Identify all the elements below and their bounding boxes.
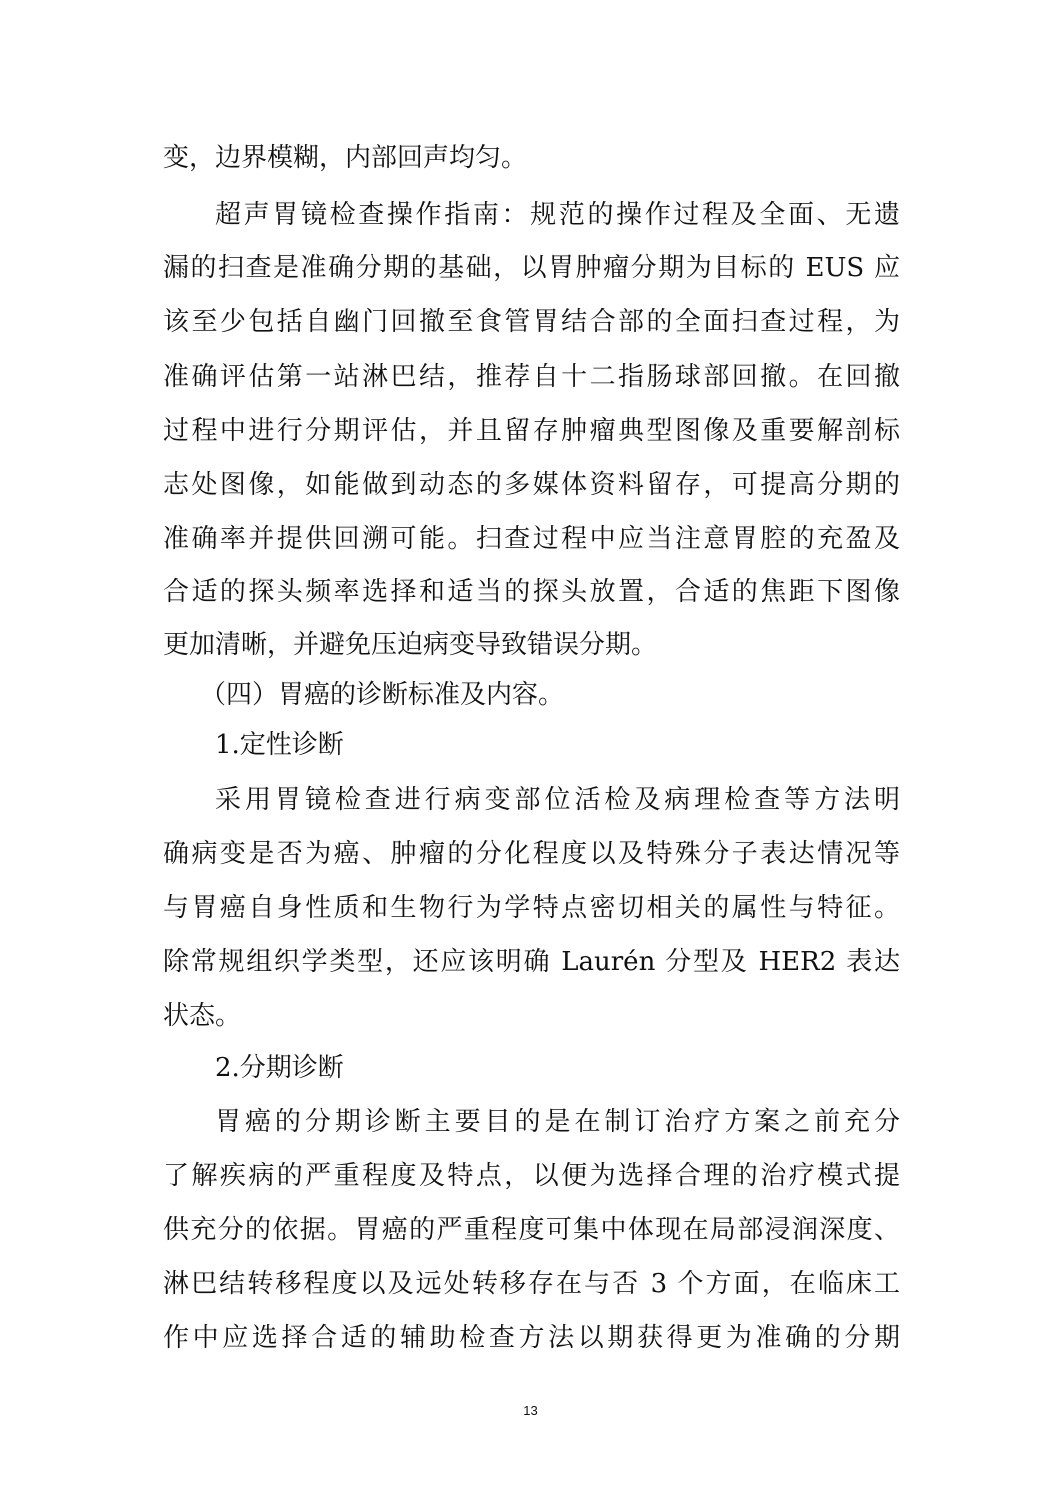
text-line: 超声胃镜检查操作指南：规范的操作过程及全面、无遗 [215,200,900,230]
text-line: 供充分的依据。胃癌的严重程度可集中体现在局部浸润深度、 [163,1215,900,1245]
text-line: 合适的探头频率选择和适当的探头放置，合适的焦距下图像 [163,577,900,607]
text-line: 过程中进行分期评估，并且留存肿瘤典型图像及重要解剖标 [163,416,900,446]
text-line: 胃癌的分期诊断主要目的是在制订治疗方案之前充分 [215,1107,900,1137]
text-line: 作中应选择合适的辅助检查方法以期获得更为准确的分期 [163,1323,900,1353]
text-line: 该至少包括自幽门回撤至食管胃结合部的全面扫查过程，为 [163,307,900,337]
subsection-heading: 1.定性诊断 [215,730,344,760]
section-heading: （四）胃癌的诊断标准及内容。 [200,680,565,710]
text-line: 志处图像，如能做到动态的多媒体资料留存，可提高分期的 [163,470,900,500]
text-line: 了解疾病的严重程度及特点，以便为选择合理的治疗模式提 [163,1161,900,1191]
text-line: 采用胃镜检查进行病变部位活检及病理检查等方法明 [215,785,900,815]
text-line: 准确率并提供回溯可能。扫查过程中应当注意胃腔的充盈及 [163,524,900,554]
text-line: 变，边界模糊，内部回声均匀。 [163,143,528,173]
subsection-heading: 2.分期诊断 [215,1053,344,1083]
page-number: 13 [523,1403,538,1418]
text-line: 除常规组织学类型，还应该明确 Laurén 分型及 HER2 表达 [163,947,900,977]
text-line: 与胃癌自身性质和生物行为学特点密切相关的属性与特征。 [163,893,900,923]
text-line: 淋巴结转移程度以及远处转移存在与否 3 个方面，在临床工 [163,1269,900,1299]
text-line: 准确评估第一站淋巴结，推荐自十二指肠球部回撤。在回撤 [163,362,900,392]
text-line: 漏的扫查是准确分期的基础，以胃肿瘤分期为目标的 EUS 应 [163,253,900,283]
text-line: 状态。 [163,1001,242,1031]
text-line: 更加清晰，并避免压迫病变导致错误分期。 [163,630,658,660]
text-line: 确病变是否为癌、肿瘤的分化程度以及特殊分子表达情况等 [163,839,900,869]
